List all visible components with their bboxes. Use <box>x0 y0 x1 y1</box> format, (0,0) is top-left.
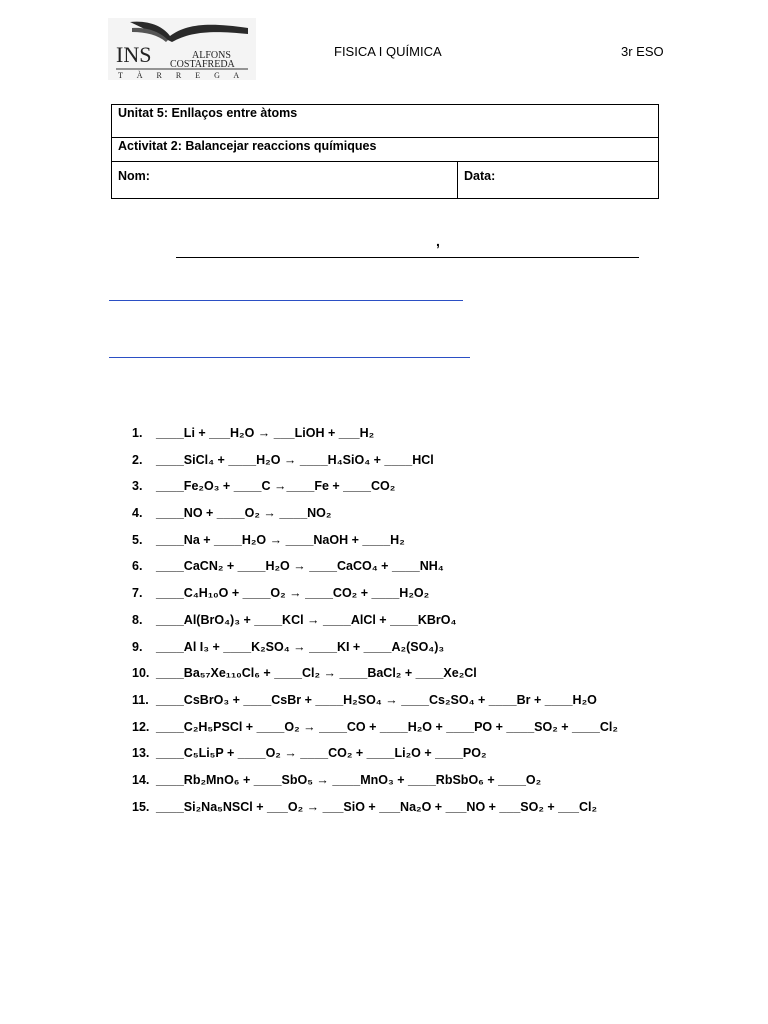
equation-item <box>132 640 618 667</box>
equation-number: 2. <box>132 452 143 467</box>
equation-number: 12. <box>132 719 150 734</box>
link-line-2[interactable] <box>109 357 470 358</box>
equation-number: 5. <box>132 532 143 547</box>
unit-cell: Unitat 5: Enllaços entre àtoms <box>112 105 659 138</box>
equation-number: 7. <box>132 586 143 601</box>
logo-tarrega: T À R R E G A <box>118 71 246 80</box>
equation-text: ____Rb₂MnO₆ + ____SbO₅ → ____MnO₃ + ____RbSbO₆ + ____O₂ <box>156 772 542 787</box>
equation-number: 8. <box>132 612 143 627</box>
equation-number: 15. <box>132 799 150 814</box>
equation-item <box>132 559 618 586</box>
equation-item <box>132 426 618 453</box>
equation-item <box>132 613 618 640</box>
equation-text: ____Si₂Na₅NSCl + ___O₂ → ___SiO + ___Na₂O + ___NO + ___SO₂ + ___Cl₂ <box>156 799 598 814</box>
subject-title: FISICA I QUÍMICA <box>334 44 442 59</box>
equation-list <box>132 426 618 826</box>
equation-number: 9. <box>132 639 143 654</box>
date-cell: Data: <box>458 162 659 199</box>
equation-text: ____C₅Li₅P + ____O₂ → ____CO₂ + ____Li₂O + ____PO₂ <box>156 746 487 761</box>
equation-number: 14. <box>132 772 150 787</box>
equation-text: ____Al(BrO₄)₃ + ____KCl → ____AlCl + ____KBrO₄ <box>156 612 457 627</box>
equation-text: ____Al I₃ + ____K₂SO₄ → ____KI + ____A₂(SO₄)₃ <box>156 639 445 654</box>
equation-text: ____NO + ____O₂ → ____NO₂ <box>156 506 332 521</box>
equation-item <box>132 453 618 480</box>
logo-ins: INS <box>116 42 152 67</box>
equation-item <box>132 773 618 800</box>
equation-text: ____SiCl₄ + ____H₂O → ____H₄SiO₄ + ____HCl <box>156 452 434 467</box>
link-line-1[interactable] <box>109 300 463 301</box>
equation-number: 6. <box>132 559 143 574</box>
name-cell: Nom: <box>112 162 458 199</box>
equation-text: ____CsBrO₃ + ____CsBr + ____H₂SO₄ → ____Cs₂SO₄ + ____Br + ____H₂O <box>156 692 597 707</box>
equation-number: 4. <box>132 506 143 521</box>
equation-item <box>132 533 618 560</box>
equation-item <box>132 586 618 613</box>
equation-text: ____Ba₅₇Xe₁₁₀Cl₆ + ____Cl₂ → ____BaCl₂ + ____Xe₂Cl <box>156 666 477 681</box>
school-logo <box>108 18 256 80</box>
equation-text: ____Fe₂O₃ + ____C →____Fe + ____CO₂ <box>156 479 396 494</box>
comma-mark: , <box>436 233 440 249</box>
info-table <box>111 104 659 199</box>
equation-item <box>132 720 618 747</box>
equation-item <box>132 693 618 720</box>
equation-number: 3. <box>132 479 143 494</box>
logo-alfons: ALFONS <box>192 50 231 61</box>
equation-number: 1. <box>132 426 143 440</box>
activity-cell: Activitat 2: Balancejar reaccions químiques <box>112 138 659 162</box>
equation-text: ____Li + ___H₂O → ___LiOH + ___H₂ <box>156 426 375 440</box>
equation-text: ____Na + ____H₂O → ____NaOH + ____H₂ <box>156 532 405 547</box>
equation-item <box>132 479 618 506</box>
answer-line <box>176 257 639 258</box>
logo-costafreda: COSTAFREDA <box>170 59 235 70</box>
equation-item <box>132 506 618 533</box>
grade-label: 3r ESO <box>621 44 664 59</box>
equation-number: 13. <box>132 746 150 761</box>
equation-item <box>132 800 618 827</box>
equation-item <box>132 666 618 693</box>
equation-number: 11. <box>132 692 149 707</box>
equation-number: 10. <box>132 666 150 681</box>
equation-text: ____C₂H₅PSCl + ____O₂ → ____CO + ____H₂O + ____PO + ____SO₂ + ____Cl₂ <box>156 719 618 734</box>
equation-text: ____C₄H₁₀O + ____O₂ → ____CO₂ + ____H₂O₂ <box>156 586 430 601</box>
equation-text: ____CaCN₂ + ____H₂O → ____CaCO₄ + ____NH₄ <box>156 559 444 574</box>
equation-item <box>132 746 618 773</box>
